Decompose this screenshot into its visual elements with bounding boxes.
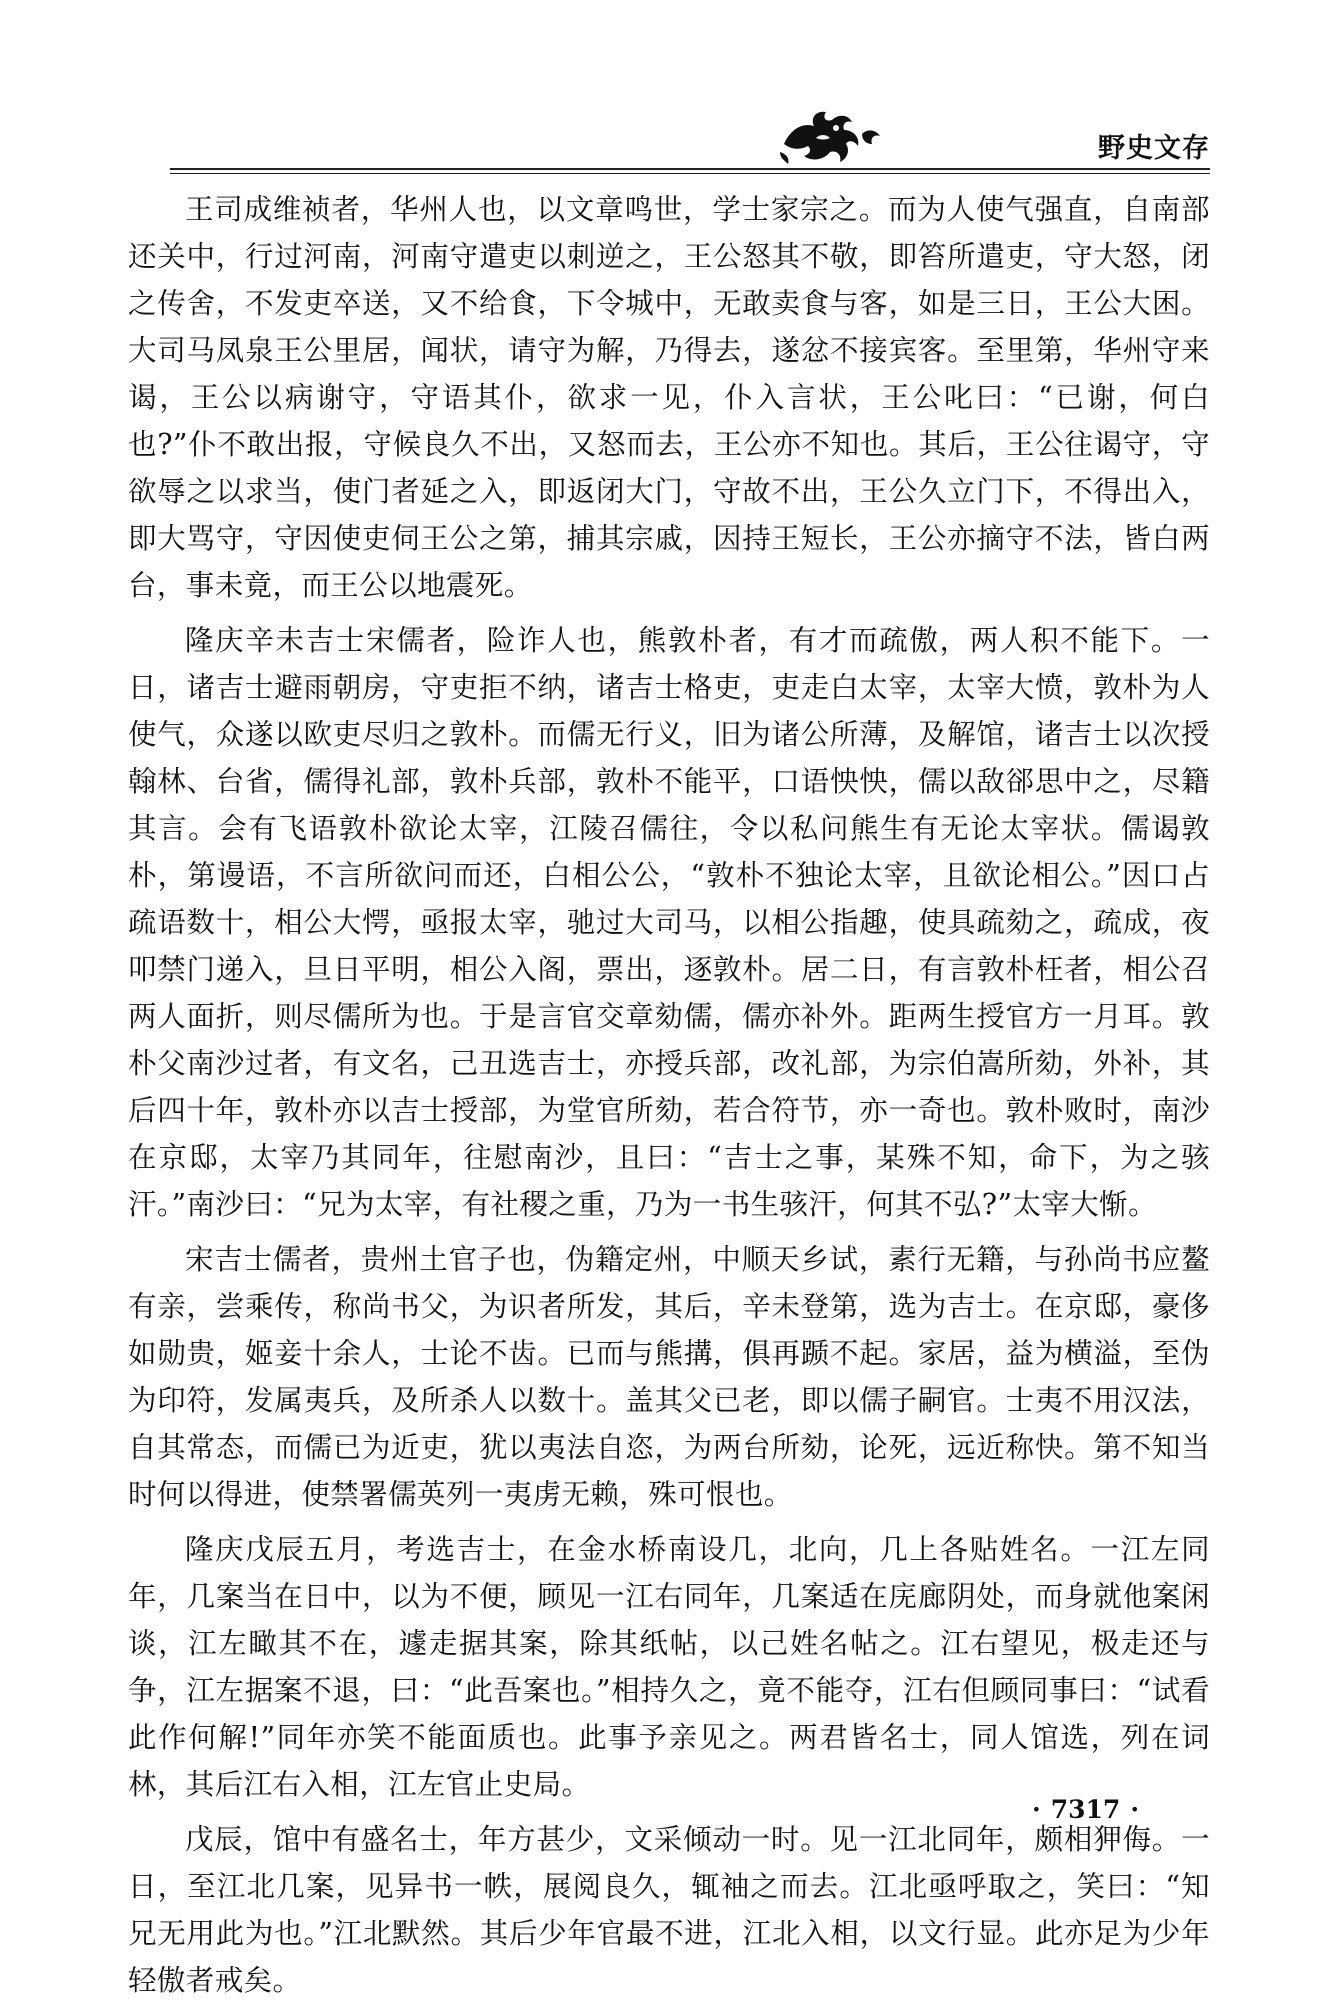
page-number-value: 7317 [1050,1795,1121,1824]
running-header [170,100,1210,170]
paragraph-5: 戊辰，馆中有盛名士，年方甚少，文采倾动一时。见一江北同年，颇相狎侮。一日，至江北几案，见异书一帙，展阅良久，辄袖之而去。江北亟呼取之，笑曰：“知兄无用此为也。”江北默然。其后少年官最不进，江北入相，以文行显。此亦足为少年轻傲者戒矣。 [128,1823,1210,1997]
paragraph-4: 隆庆戊辰五月，考选吉士，在金水桥南设几，北向，几上各贴姓名。一江左同年，几案当在日中，以为不便，顾见一江右同年，几案适在庑廊阴处，而身就他案闲谈，江左瞰其不在，遽走据其案，除其纸帖，以己姓名帖之。江右望见，极走还与争，江左据案不退，曰：“此吾案也。”相持久之，竟不能夺，江右但顾同事曰：“试看此作何解!”同年亦笑不能面质也。此事予亲见之。两君皆名士，同人馆选，列在词林，其后江右入相，江左官止史局。 [128,1533,1210,1801]
paragraph-3: 宋吉士儒者，贵州土官子也，伪籍定州，中顺天乡试，素行无籍，与孙尚书应鳌有亲，尝乘传，称尚书父，为识者所发，其后，辛未登第，选为吉士。在京邸，豪侈如勋贵，姬妾十余人，士论不齿。已而与熊搆，俱再踬不起。家居，益为横溢，至伪为印符，发属夷兵，及所杀人以数十。盖其父已老，即以儒子嗣官。士夷不用汉法，自其常态，而儒已为近吏，犹以夷法自恣，为两台所劾，论死，远近称快。第不知当时何以得进，使禁署儒英列一夷虏无赖，殊可恨也。 [128,1243,1210,1511]
page-number: · 7317 · [1032,1795,1140,1824]
paragraph-2: 隆庆辛未吉士宋儒者，险诈人也，熊敦朴者，有才而疏傲，两人积不能下。一日，诸吉士避雨朝房，守吏拒不纳，诸吉士格吏，吏走白太宰，太宰大愤，敦朴为人使气，众遂以欧吏尽归之敦朴。而儒无行义，旧为诸公所薄，及解馆，诸吉士以次授翰林、台省，儒得礼部，敦朴兵部，敦朴不能平，口语怏怏，儒以敌郤思中之，尽籍其言。会有飞语敦朴欲论太宰，江陵召儒往，令以私问熊生有无论太宰状。儒谒敦朴，第谩语，不言所欲问而还，白相公公，“敦朴不独论太宰，且欲论相公。”因口占疏语数十，相公大愕，亟报太宰，驰过大司马，以相公指趣，使具疏劾之，疏成，夜叩禁门递入，旦日平明，相公入阁，票出，逐敦朴。居二日，有言敦朴枉者，相公召两人面折，则尽儒所为也。于是言官交章劾儒，儒亦补外。距两生授官方一月耳。敦朴父南沙过者，有文名，己丑选吉士，亦授兵部，改礼部，为宗伯嵩所劾，外补，其后四十年，敦朴亦以吉士授部，为堂官所劾，若合符节，亦一奇也。敦朴败时，南沙在京邸，太宰乃其同年，往慰南沙，且曰：“吉士之事，某殊不知，命下，为之骇汗。”南沙曰：“兄为太宰，有社稷之重，乃为一书生骇汗，何其不弘?”太宰大惭。 [128,624,1210,1221]
dragon-emblem-icon [776,104,886,168]
header-rule-thin [170,173,1210,174]
header-title: 野史文存 [1098,133,1210,164]
header-rule [170,168,1210,170]
main-text [128,186,1210,2004]
paragraph-1: 王司成维祯者，华州人也，以文章鸣世，学士家宗之。而为人使气强直，自南部还关中，行过河南，河南守遣吏以刺逆之，王公怒其不敬，即笞所遣吏，守大怒，闭之传舍，不发吏卒送，又不给食，下令城中，无敢卖食与客，如是三日，王公大困。大司马凤泉王公里居，闻状，请守为解，乃得去，遂忿不接宾客。至里第，华州守来谒，王公以病谢守，守语其仆，欲求一见，仆入言状，王公叱曰：“已谢，何白也?”仆不敢出报，守候良久不出，又怒而去，王公亦不知也。其后，王公往谒守，守欲辱之以求当，使门者延之入，即返闭大门，守故不出，王公久立门下，不得出入，即大骂守，守因使吏伺王公之第，捕其宗戚，因持王短长，王公亦摘守不法，皆白两台，事未竟，而王公以地震死。 [128,193,1210,602]
